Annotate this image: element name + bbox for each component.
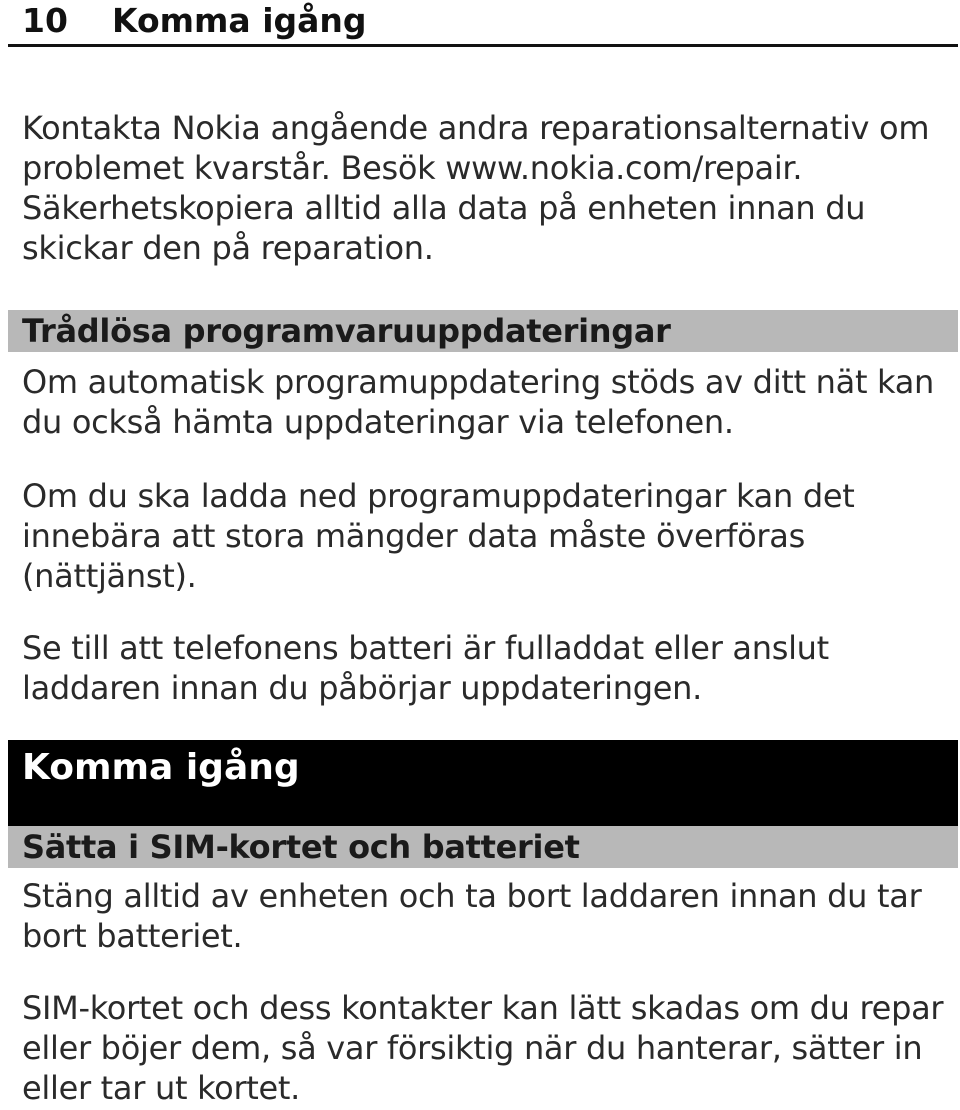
paragraph-line: bort batteriet. xyxy=(22,917,243,955)
getting-started-paragraph-2 xyxy=(22,988,952,1108)
paragraph-line: laddaren innan du påbörjar uppdateringen. xyxy=(22,669,702,707)
intro-paragraph xyxy=(22,108,952,268)
paragraph-line: SIM-kortet och dess kontakter kan lätt skadas om du repar xyxy=(22,989,944,1027)
paragraph-line: Om du ska ladda ned programuppdateringar kan det xyxy=(22,477,855,515)
paragraph-line: Se till att telefonens batteri är fulladdat eller anslut xyxy=(22,629,829,667)
wireless-updates-paragraph-2 xyxy=(22,476,952,596)
sim-battery-heading: Sätta i SIM-kortet och batteriet xyxy=(22,828,580,866)
intro-line: Kontakta Nokia angående andra reparationsalternativ om xyxy=(22,109,930,147)
page-header-title: Komma igång xyxy=(112,1,367,40)
wireless-updates-paragraph-3 xyxy=(22,628,952,708)
wireless-updates-paragraph-1 xyxy=(22,362,952,442)
sim-battery-heading-bar xyxy=(8,826,958,868)
intro-line: Säkerhetskopiera alltid alla data på enheten innan du xyxy=(22,189,866,227)
wireless-updates-heading: Trådlösa programvaruuppdateringar xyxy=(22,312,671,350)
getting-started-paragraph-1 xyxy=(22,876,952,956)
wireless-updates-heading-bar xyxy=(8,310,958,352)
paragraph-line: Stäng alltid av enheten och ta bort laddaren innan du tar xyxy=(22,877,922,915)
paragraph-line: Om automatisk programuppdatering stöds av ditt nät kan xyxy=(22,363,935,401)
intro-line: problemet kvarstår. Besök www.nokia.com/repair. xyxy=(22,149,803,187)
page-header xyxy=(8,0,958,47)
section-heading: Komma igång xyxy=(22,747,300,788)
paragraph-line: innebära att stora mängder data måste överföras xyxy=(22,517,805,555)
paragraph-line: eller tar ut kortet. xyxy=(22,1069,301,1107)
section-heading-bar xyxy=(8,740,958,826)
paragraph-line: (nättjänst). xyxy=(22,557,197,595)
page-number: 10 xyxy=(22,1,68,40)
paragraph-line: eller böjer dem, så var försiktig när du hanterar, sätter in xyxy=(22,1029,923,1067)
intro-line: skickar den på reparation. xyxy=(22,229,434,267)
paragraph-line: du också hämta uppdateringar via telefonen. xyxy=(22,403,734,441)
